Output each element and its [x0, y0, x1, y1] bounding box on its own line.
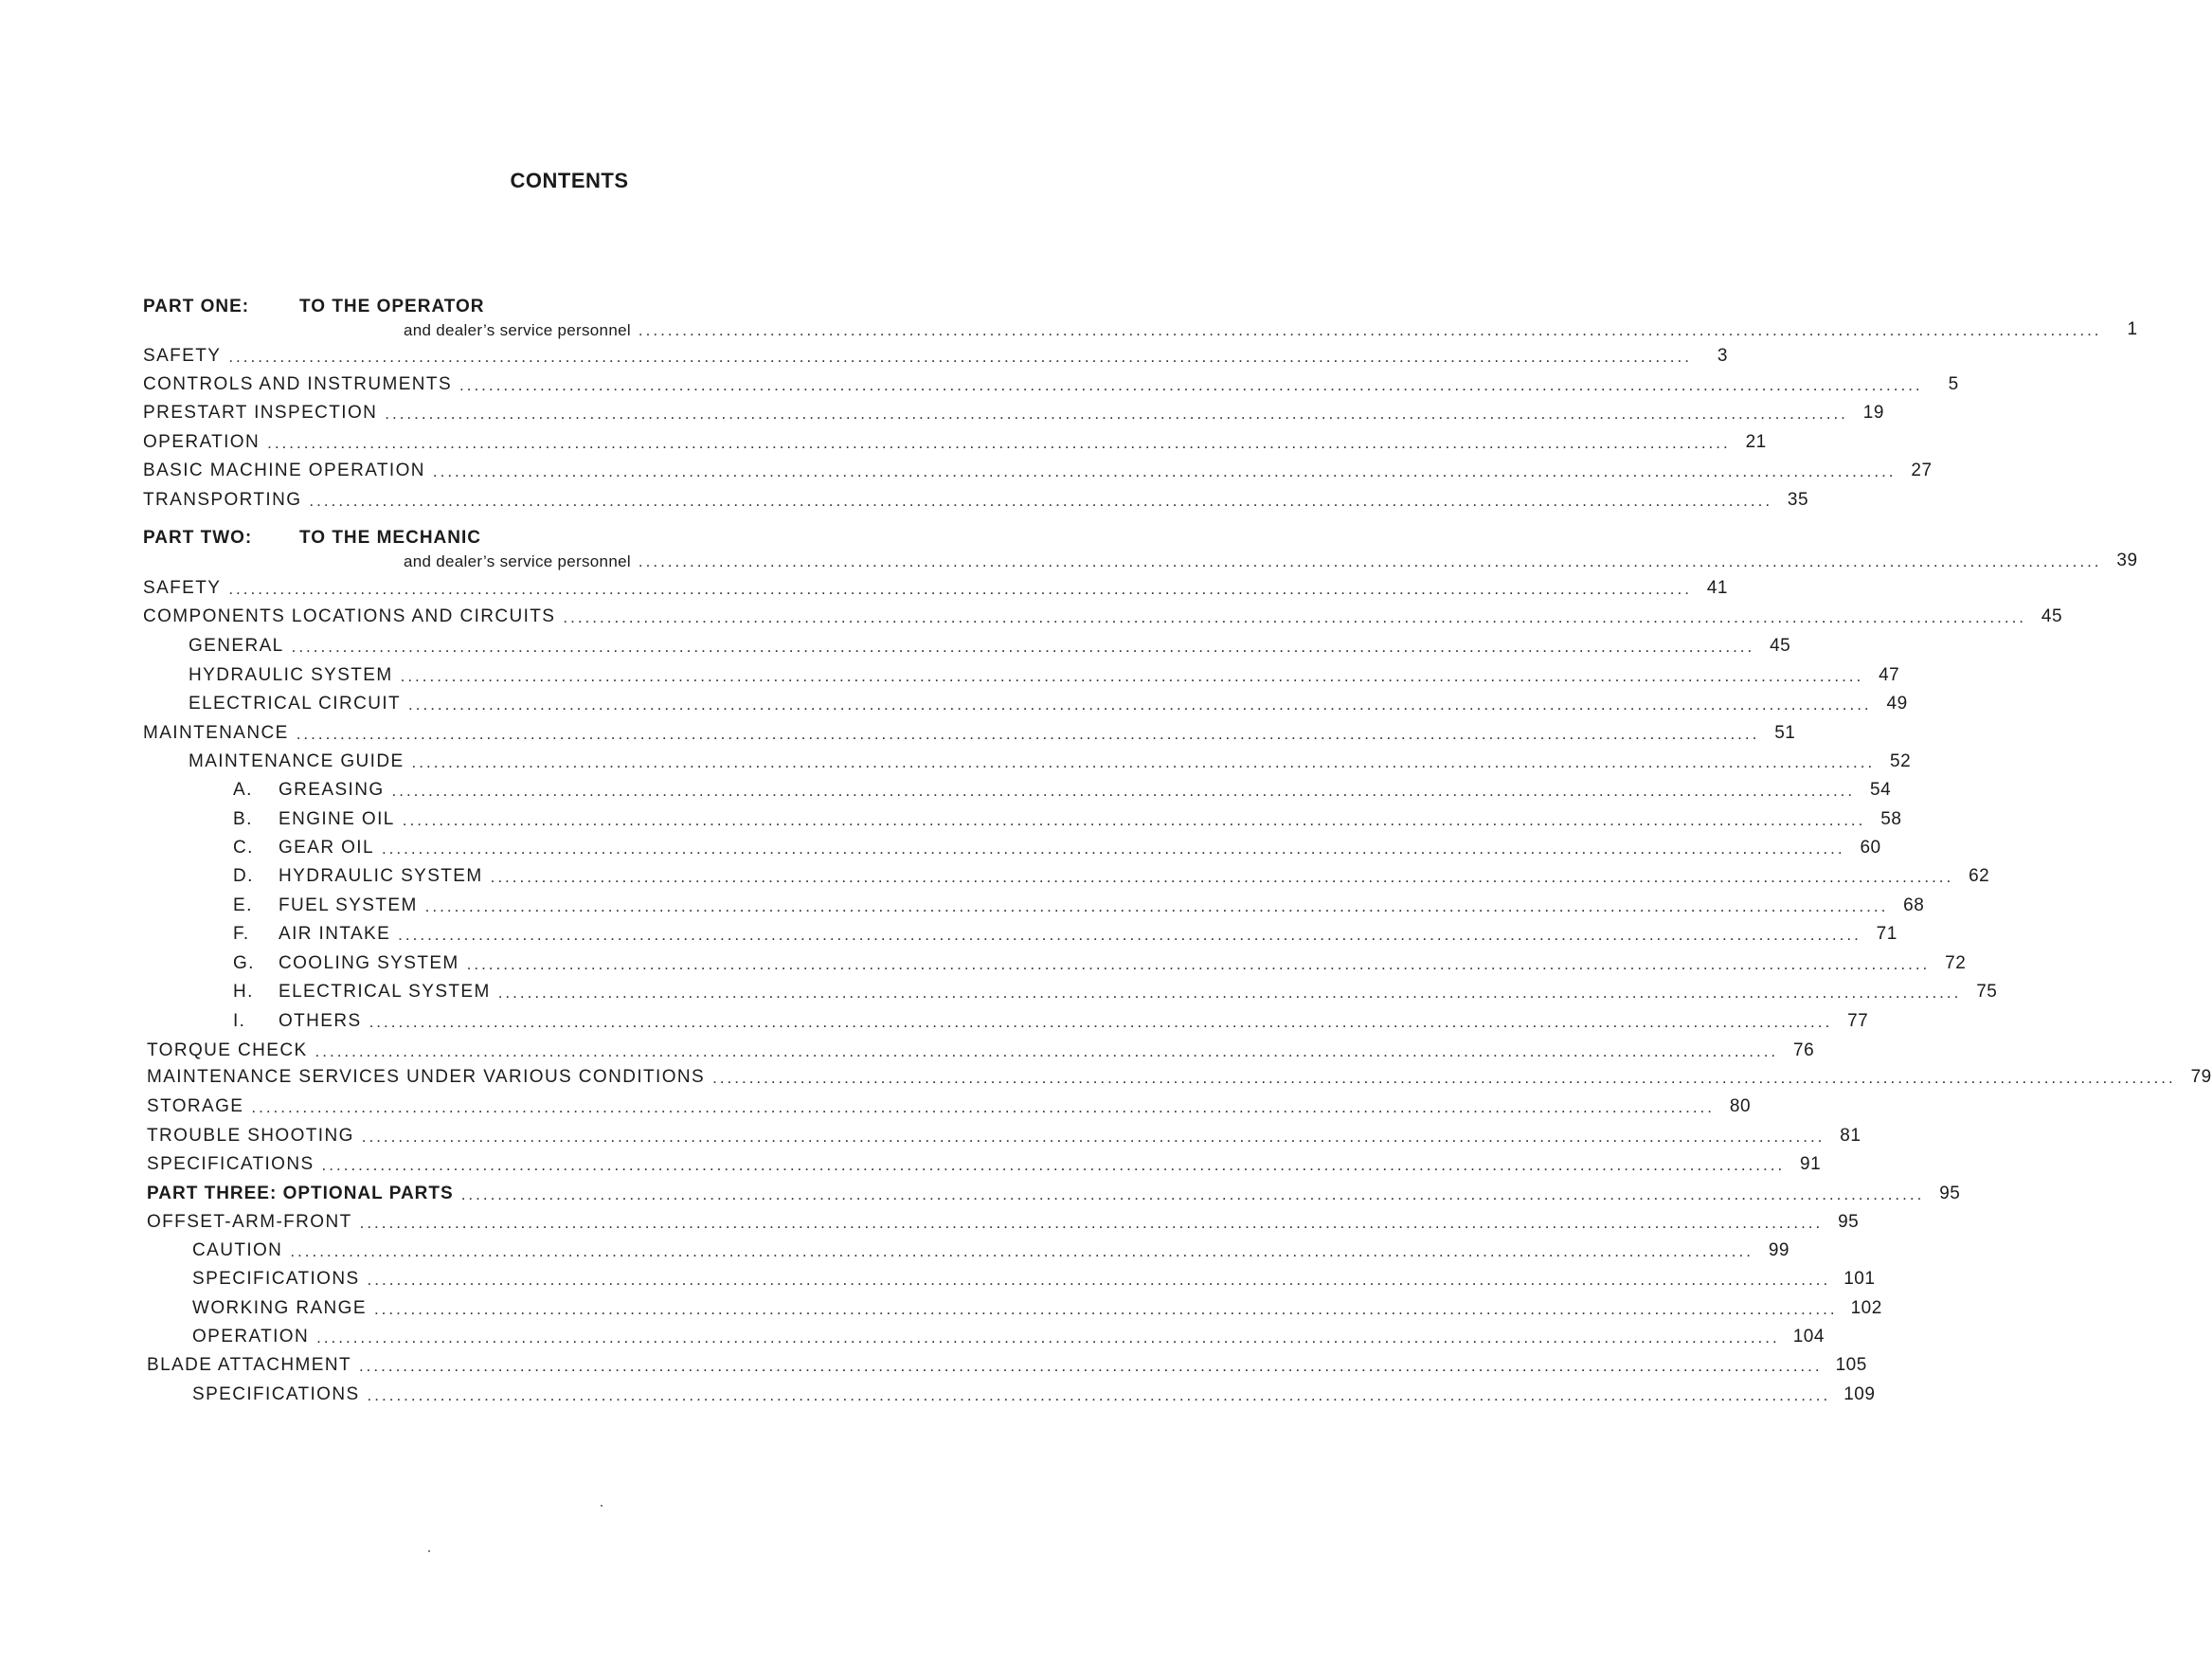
leader-dots: ........................................................................................................................................................................................................ [638, 321, 2102, 339]
toc-entry[interactable] [233, 774, 1892, 801]
toc-entry-page: 75 [1976, 982, 1998, 1002]
toc-entry-part-three[interactable] [147, 1178, 1961, 1204]
toc-entry-letter: E. [233, 895, 253, 915]
toc-entry-label: SPECIFICATIONS [192, 1269, 360, 1289]
toc-entry-label: and dealer’s service personnel [404, 321, 631, 339]
toc-entry[interactable] [192, 1292, 1882, 1319]
toc-entry[interactable] [143, 484, 1809, 511]
toc-entry[interactable] [192, 1235, 1789, 1261]
toc-entry[interactable] [189, 660, 1900, 686]
toc-entry-page: 81 [1840, 1126, 1861, 1146]
leader-dots: ........................................................................................................................................................................................................ [424, 897, 1889, 915]
part-two-label: PART TWO: [143, 528, 253, 548]
toc-entry-label: CONTROLS AND INSTRUMENTS [143, 374, 453, 394]
toc-entry-text: AIR INTAKE [279, 924, 391, 944]
toc-entry[interactable] [143, 572, 1728, 599]
leader-dots: ........................................................................................................................................................................................................ [251, 1098, 1716, 1116]
leader-dots: ........................................................................................................................................................................................................ [228, 580, 1692, 598]
toc-entry-page: 95 [1838, 1212, 1860, 1232]
toc-entry[interactable] [233, 976, 1998, 1003]
leader-dots: ........................................................................................................................................................................................................ [398, 926, 1861, 944]
toc-entry[interactable] [143, 426, 1767, 453]
toc-entry-letter: H. [233, 982, 254, 1002]
leader-dots: ........................................................................................................................................................................................................ [316, 1329, 1780, 1347]
toc-entry-text: FUEL SYSTEM [279, 895, 418, 915]
toc-entry-page: 99 [1768, 1240, 1789, 1260]
toc-entry-label: PART THREE: OPTIONAL PARTS [147, 1184, 454, 1203]
toc-entry-label [233, 1011, 362, 1032]
toc-entry-page: 60 [1860, 838, 1881, 858]
toc-entry-label: GENERAL [189, 636, 284, 656]
toc-entry[interactable] [147, 1120, 1861, 1147]
toc-entry-page: 47 [1879, 665, 1900, 685]
toc-entry[interactable] [143, 455, 1933, 481]
toc-entry-page: 77 [1847, 1011, 1869, 1031]
toc-entry-label: OFFSET-ARM-FRONT [147, 1212, 352, 1232]
part-two-title: TO THE MECHANIC [299, 528, 481, 548]
toc-entry-label: BASIC MACHINE OPERATION [143, 461, 425, 480]
toc-entry[interactable] [233, 948, 1967, 974]
toc-entry[interactable] [143, 601, 2063, 627]
leader-dots: ........................................................................................................................................................................................................ [712, 1069, 2176, 1087]
toc-entry-label: SAFETY [143, 578, 222, 598]
toc-entry-text: ELECTRICAL SYSTEM [279, 982, 491, 1002]
toc-entry[interactable] [147, 1148, 1822, 1175]
toc-entry-page: 54 [1870, 780, 1892, 800]
toc-entry-label: MAINTENANCE GUIDE [189, 751, 405, 771]
leader-dots: ........................................................................................................................................................................................................ [381, 840, 1845, 858]
leader-dots: ........................................................................................................................................................................................................ [315, 1042, 1779, 1060]
toc-entry[interactable] [143, 397, 1884, 424]
leader-dots: ........................................................................................................................................................................................................ [408, 696, 1872, 714]
leader-dots: ........................................................................................................................................................................................................ [367, 1386, 1831, 1404]
toc-entry[interactable] [143, 340, 1728, 367]
toc-entry-page: 101 [1843, 1269, 1876, 1289]
toc-entry-page: 109 [1843, 1384, 1876, 1404]
leader-dots: ........................................................................................................................................................................................................ [290, 1242, 1753, 1260]
toc-entry[interactable] [189, 688, 1908, 714]
leader-dots: ........................................................................................................................................................................................................ [367, 1271, 1831, 1289]
part-one-title: TO THE OPERATOR [299, 297, 485, 316]
toc-entry[interactable] [233, 804, 1902, 830]
toc-entry[interactable] [147, 1061, 2212, 1088]
toc-entry-text: COOLING SYSTEM [279, 953, 459, 973]
toc-entry-page: 51 [1774, 723, 1796, 743]
leader-dots: ........................................................................................................................................................................................................ [432, 462, 1897, 480]
toc-entry-label: WORKING RANGE [192, 1298, 367, 1318]
toc-entry-page: 19 [1862, 403, 1884, 423]
toc-entry-label: SPECIFICATIONS [192, 1384, 360, 1404]
leader-dots: ........................................................................................................................................................................................................ [309, 492, 1773, 510]
leader-dots: ........................................................................................................................................................................................................ [411, 753, 1876, 771]
toc-entry-page: 71 [1876, 924, 1897, 944]
toc-entry-label: TORQUE CHECK [147, 1040, 308, 1060]
toc-entry-label: SPECIFICATIONS [147, 1154, 315, 1174]
part-one-label: PART ONE: [143, 297, 250, 316]
toc-entry-text: ENGINE OIL [279, 809, 395, 829]
toc-entry[interactable] [192, 1379, 1876, 1405]
leader-dots: ........................................................................................................................................................................................................ [228, 348, 1692, 366]
toc-entry-page: 68 [1903, 895, 1925, 915]
toc-entry-label: OPERATION [143, 432, 261, 452]
toc-entry-page: 21 [1745, 432, 1767, 452]
toc-entry-label: TRANSPORTING [143, 490, 302, 510]
toc-entry-label: and dealer’s service personnel [404, 552, 631, 570]
toc-entry-page: 62 [1969, 866, 1990, 886]
toc-entry-text: GEAR OIL [279, 838, 374, 858]
toc-entry-label: COMPONENTS LOCATIONS AND CIRCUITS [143, 606, 556, 626]
leader-dots: ........................................................................................................................................................................................................ [563, 608, 2027, 626]
toc-entry[interactable] [233, 918, 1897, 945]
toc-entry-part-two-sub[interactable] [143, 545, 2138, 571]
leader-dots: ........................................................................................................................................................................................................ [267, 434, 1731, 452]
leader-dots: ........................................................................................................................................................................................................ [459, 376, 1923, 394]
leader-dots: ........................................................................................................................................................................................................ [359, 1214, 1824, 1232]
toc-entry[interactable] [189, 746, 1912, 772]
toc-entry[interactable] [147, 1091, 1752, 1117]
toc-entry-label [233, 982, 491, 1003]
leader-dots: ........................................................................................................................................................................................................ [361, 1128, 1825, 1146]
toc-entry[interactable] [233, 1005, 1869, 1032]
toc-entry-label [233, 809, 395, 830]
toc-entry-label: MAINTENANCE [143, 723, 289, 743]
toc-entry-text: GREASING [279, 780, 385, 800]
toc-entry[interactable] [192, 1321, 1825, 1347]
toc-entry-label: STORAGE [147, 1096, 244, 1116]
toc-entry-label [233, 838, 374, 859]
toc-entry-page: 1 [2127, 319, 2138, 339]
toc-entry-label [233, 953, 459, 974]
toc-entry-letter: G. [233, 953, 255, 973]
toc-entry-part-one-sub[interactable] [143, 314, 2138, 340]
toc-entry-label: TROUBLE SHOOTING [147, 1126, 354, 1146]
leader-dots: ........................................................................................................................................................................................................ [391, 782, 1856, 800]
toc-entry[interactable] [143, 369, 1959, 395]
toc-entry-label [233, 895, 418, 916]
toc-entry-page: 52 [1890, 751, 1912, 771]
toc-entry-page: 79 [2190, 1067, 2212, 1087]
page-title: CONTENTS [510, 169, 629, 192]
toc-entry-letter: C. [233, 838, 254, 858]
leader-dots: ........................................................................................................................................................................................................ [373, 1300, 1838, 1318]
toc-entry-letter: D. [233, 866, 254, 886]
toc-entry-page: 104 [1792, 1327, 1825, 1347]
toc-entry-label [233, 866, 483, 887]
toc-entry-label: HYDRAULIC SYSTEM [189, 665, 393, 685]
leader-dots: ........................................................................................................................................................................................................ [291, 638, 1755, 656]
scan-speck [601, 1505, 602, 1507]
toc-entry-page: 27 [1911, 461, 1933, 480]
toc-entry[interactable] [233, 890, 1925, 916]
leader-dots: ........................................................................................................................................................................................................ [466, 955, 1931, 973]
leader-dots: ........................................................................................................................................................................................................ [638, 552, 2102, 570]
toc-entry-page: 102 [1850, 1298, 1882, 1318]
leader-dots: ........................................................................................................................................................................................................ [400, 667, 1864, 685]
toc-entry-text: OTHERS [279, 1011, 362, 1031]
leader-dots: ........................................................................................................................................................................................................ [369, 1013, 1833, 1031]
toc-entry-letter: A. [233, 780, 253, 800]
leader-dots: ........................................................................................................................................................................................................ [321, 1156, 1786, 1174]
toc-entry[interactable] [143, 717, 1796, 744]
leader-dots: ........................................................................................................................................................................................................ [460, 1185, 1925, 1203]
toc-entry[interactable] [147, 1349, 1867, 1376]
scan-speck [428, 1550, 430, 1552]
leader-dots: ........................................................................................................................................................................................................ [385, 405, 1848, 423]
toc-entry[interactable] [233, 832, 1881, 859]
toc-entry-label: MAINTENANCE SERVICES UNDER VARIOUS CONDITIONS [147, 1067, 706, 1087]
toc-entry-page: 39 [2116, 551, 2138, 570]
toc-entry-page: 76 [1793, 1040, 1815, 1060]
toc-entry-page: 5 [1948, 374, 1959, 394]
toc-entry-page: 91 [1800, 1154, 1822, 1174]
toc-entry-page: 49 [1886, 694, 1908, 714]
toc-entry-label [233, 924, 390, 945]
toc-entry-label: SAFETY [143, 346, 222, 366]
toc-entry-label: PRESTART INSPECTION [143, 403, 378, 423]
leader-dots: ........................................................................................................................................................................................................ [296, 725, 1760, 743]
toc-entry-page: 45 [1770, 636, 1791, 656]
toc-entry[interactable] [192, 1263, 1876, 1290]
toc-entry-text: HYDRAULIC SYSTEM [279, 866, 483, 886]
leader-dots: ........................................................................................................................................................................................................ [402, 811, 1866, 829]
toc-entry-page: 72 [1945, 953, 1967, 973]
toc-entry[interactable] [147, 1035, 1815, 1061]
leader-dots: ........................................................................................................................................................................................................ [358, 1357, 1823, 1375]
toc-entry-page: 105 [1835, 1355, 1867, 1375]
toc-entry-letter: I. [233, 1011, 246, 1031]
toc-entry[interactable] [233, 860, 1990, 887]
leader-dots: ........................................................................................................................................................................................................ [490, 868, 1954, 886]
toc-entry-page: 45 [2041, 606, 2063, 626]
toc-entry-label: CAUTION [192, 1240, 283, 1260]
toc-entry[interactable] [147, 1206, 1860, 1233]
toc-entry-page: 58 [1880, 809, 1902, 829]
toc-entry-letter: B. [233, 809, 253, 829]
toc-entry-page: 41 [1706, 578, 1728, 598]
toc-entry-label: BLADE ATTACHMENT [147, 1355, 351, 1375]
toc-entry-letter: F. [233, 924, 250, 944]
toc-entry-page: 35 [1787, 490, 1809, 510]
toc-entry[interactable] [189, 630, 1791, 657]
toc-entry-page: 95 [1939, 1184, 1961, 1203]
toc-entry-label [233, 780, 385, 801]
toc-entry-page: 80 [1729, 1096, 1752, 1116]
toc-entry-page: 3 [1717, 346, 1728, 366]
leader-dots: ........................................................................................................................................................................................................ [497, 984, 1962, 1002]
toc-entry-label: OPERATION [192, 1327, 310, 1347]
toc-entry-label: ELECTRICAL CIRCUIT [189, 694, 402, 714]
